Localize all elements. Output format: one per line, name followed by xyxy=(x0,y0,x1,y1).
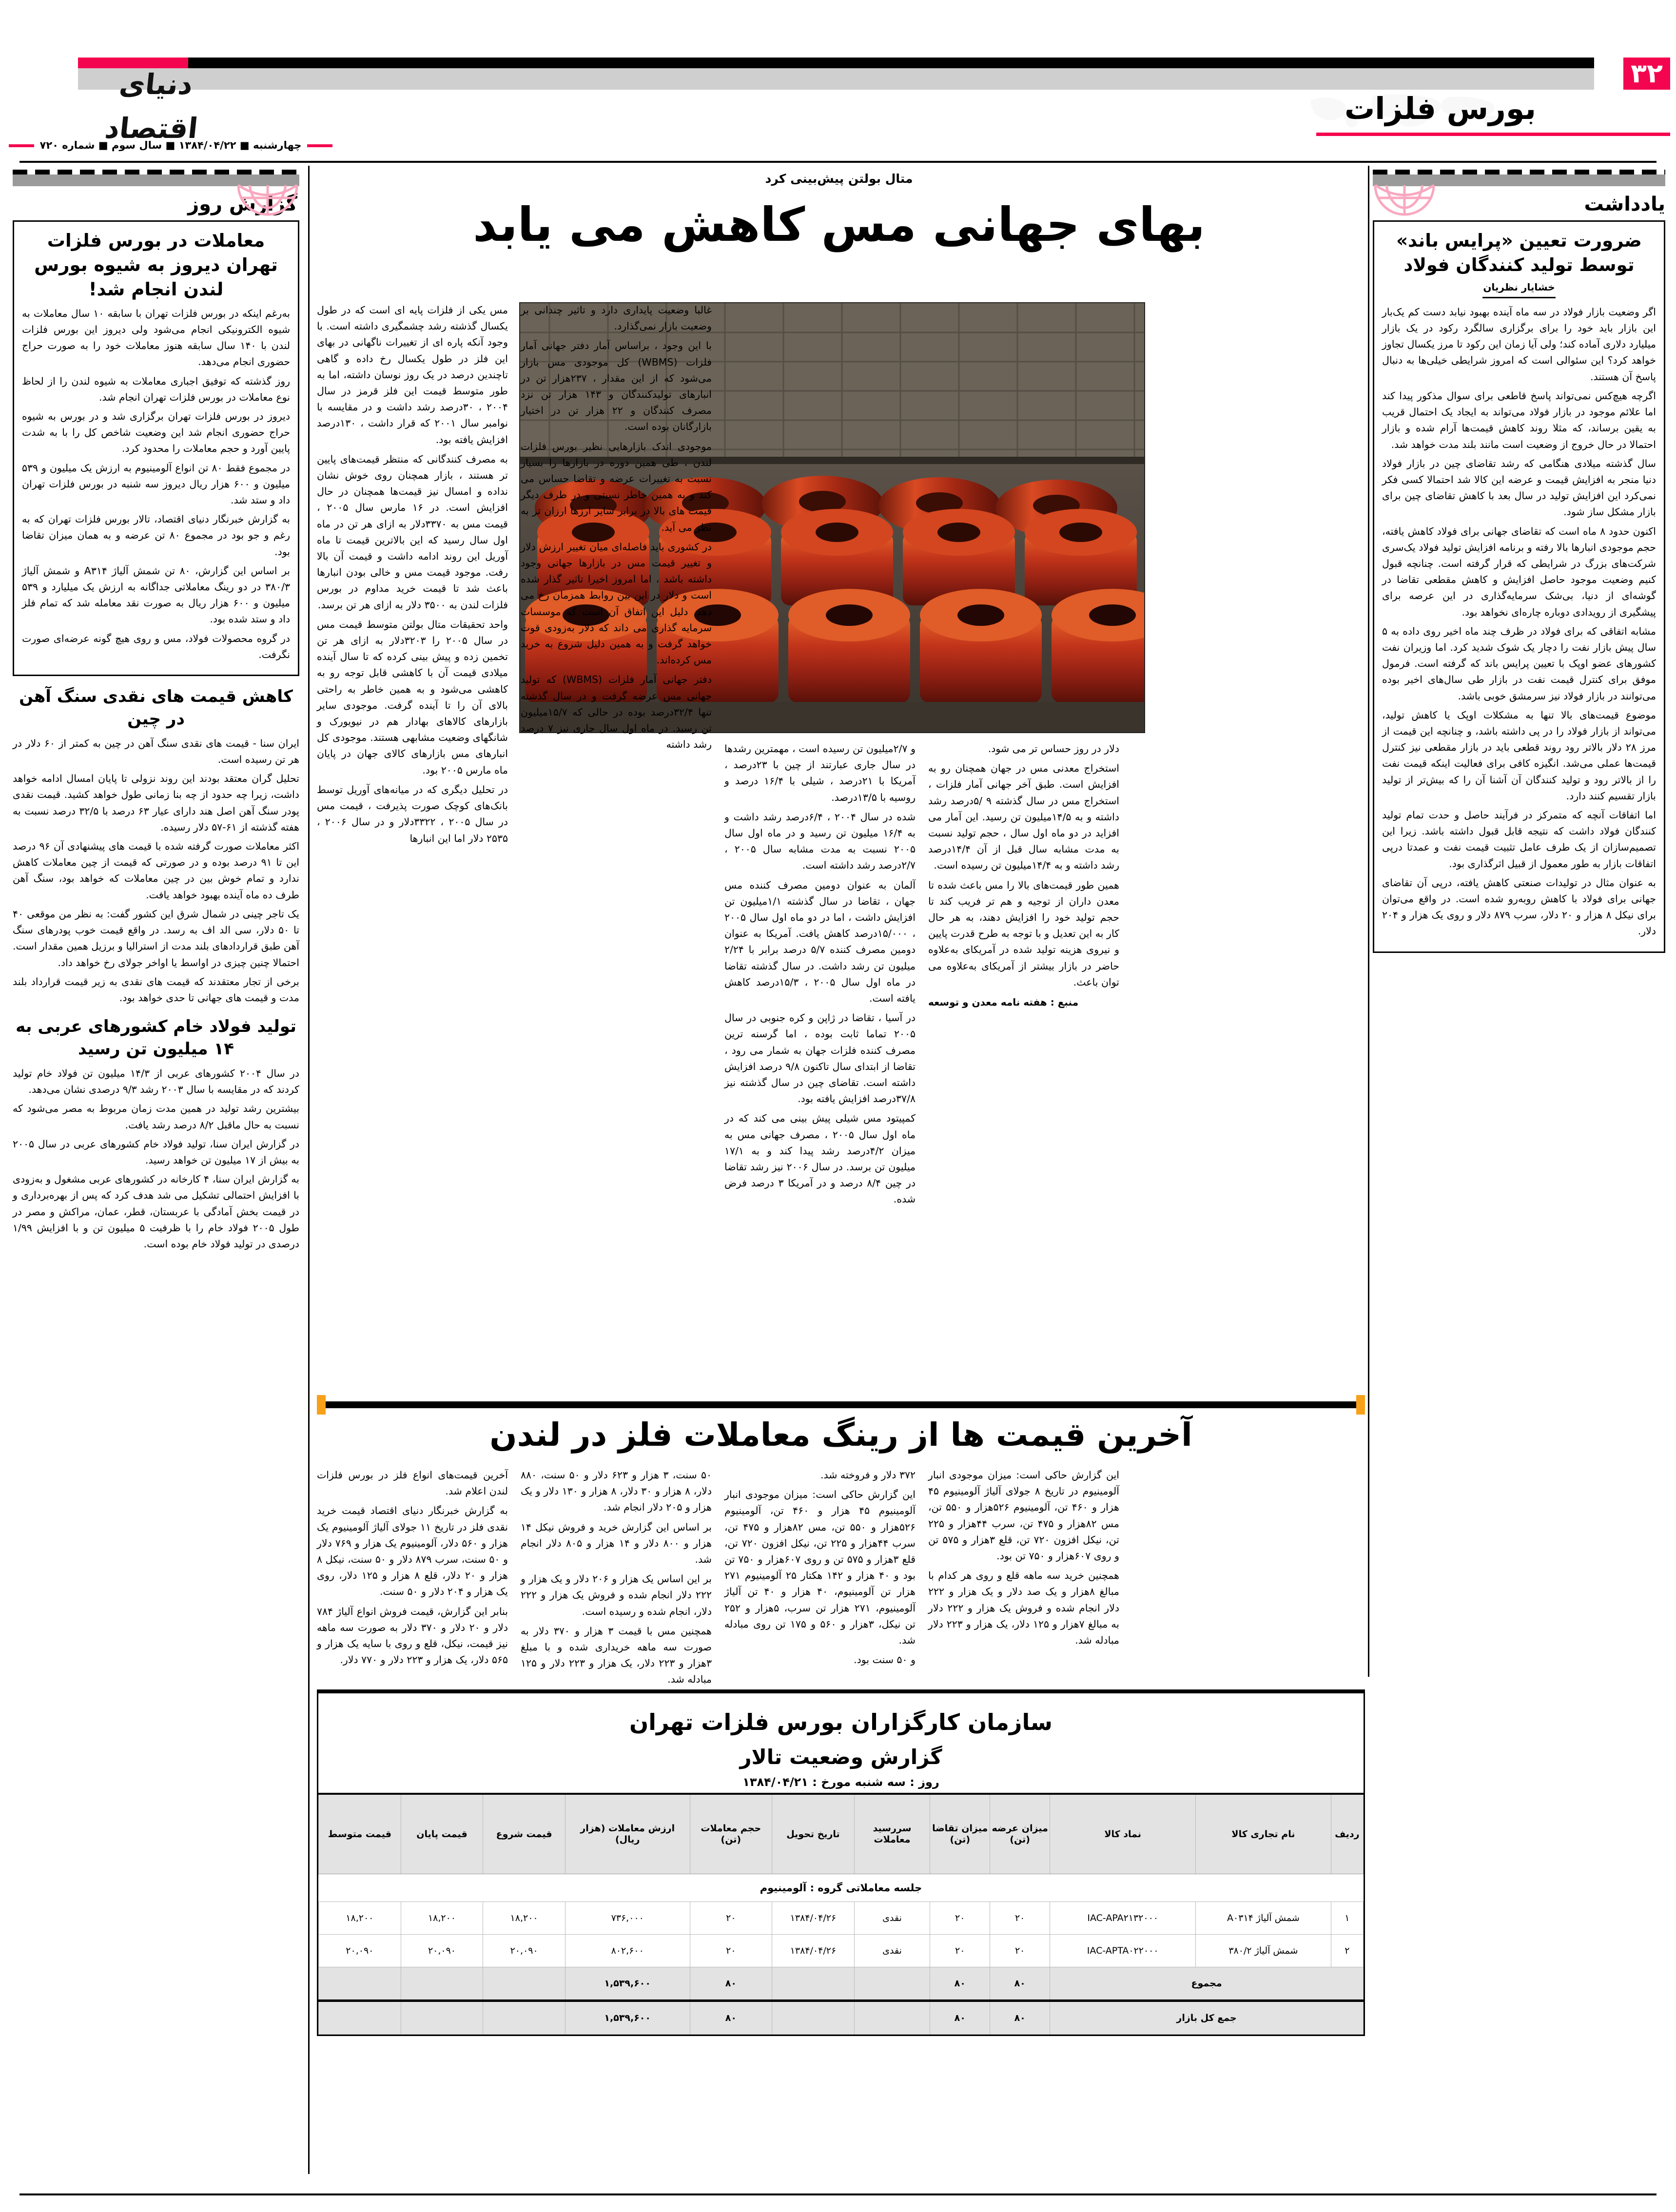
article-source: منبع : هفته نامه معدن و توسعه xyxy=(928,996,1079,1009)
note-paragraph: اکنون حدود ۸ ماه است که تقاضای جهانی برای فولاد کاهش یافته، حجم موجودی انبارها بالا رفته و برنامه افزایش تولید فولاد یک‌سری شرکت‌های بزرگ در شرایطی که قرار گرفته است. چنانچه قبول کنیم وضعیت موجود حاصل افزایش و کاهش مقطعی تقاضا در گوشه‌ای از دنیا، بی‌شک سرمایه‌گذاری در این عرصه برای پیشگیری از رویدادی دوباره چاره‌ای نخواهد بود. xyxy=(1382,525,1656,618)
th-symbol: نماد کالا xyxy=(1050,1794,1196,1874)
table-summary-row xyxy=(319,1967,1364,2001)
summary-delivery-blank xyxy=(772,1967,855,2001)
cell-open-price: ۱۸,۲۰۰ xyxy=(483,1902,565,1935)
article-paragraph: در کشوری باید فاصله‌ای میان تغییر ارزش دلار و تغییر قیمت مس در بازارها جهانی وجود داشته باشد ، اما امروز اخیرا تاثیر گذار شده است و دلار در این بین روابط همزمان رخ می دهد. دلیل این اتفاق آن است که موسسات سرمایه گذاری می داند که دلار به‌زودی قوت خواهد گرفت و به همین دلیل شروع به خرید مس کرده‌اند. xyxy=(521,541,712,666)
table-top-rule xyxy=(317,1689,1365,1693)
london-section-columns xyxy=(317,1467,1365,1691)
article-paragraph: شده در سال ۲۰۰۴ ، ۶/۴درصد رشد داشت و به ۱۶/۴ میلیون تن رسید و در ماه اول سال ۲۰۰۵ نسبت به مدت مشابه سال ۲۰۰۵ ، ۲/۷درصد رشد داشته است. xyxy=(724,811,916,872)
cell-maturity: نقدی xyxy=(854,1935,930,1967)
daily-report-box xyxy=(13,220,299,676)
article-paragraph: دفتر جهانی آمار فلزات (WBMS) که تولید جهانی مس عرضه گرفت و در سال گذشته تنها ۳۲/۴درصد بوده در حالی که ۱۵/۷میلیون تن رسید. در ماه اول سال جاری نیز ۷ درصد رشد داشته xyxy=(521,674,712,751)
london-paragraph: همچنین خرید سه ماهه قلع و روی هر کدام با مبالغ ۸هزار و یک صد دلار و یک هزار و ۲۲۲ دلار انجام شده و فروش یک هزار و ۲۲۲ دلار به مبالغ ۷هزار و ۱۲۵ دلار، یک هزار و ۲۲۳ دلار مبادله شد. xyxy=(928,1570,1119,1647)
sidebar-kicker: یادداشت xyxy=(1584,193,1665,215)
masthead-black-bar xyxy=(78,58,1594,68)
cell-symbol: IAC-APTA۰۲۲۰۰۰ xyxy=(1050,1935,1196,1967)
bottom-divider xyxy=(19,2193,1657,2195)
london-paragraph: آخرین قیمت‌های انواع فلز در بورس فلزات لندن اعلام شد. xyxy=(317,1469,508,1497)
story3-paragraph: بیشترین رشد تولید در همین مدت زمان مربوط به مصر می‌شود که نسبت به حال ماقبل ۸/۲ درصد رشد یافت. xyxy=(13,1103,299,1131)
table-group-row xyxy=(319,1874,1364,1902)
grand-total-maturity-blank xyxy=(854,2001,930,2035)
th-open-price: قیمت شروع xyxy=(483,1794,565,1874)
masthead-grey-bar xyxy=(78,68,1594,90)
masthead xyxy=(0,0,1676,151)
th-delivery-date: تاریخ تحویل xyxy=(772,1794,855,1874)
table-grand-total-row xyxy=(319,2001,1364,2035)
story1-paragraph: روز گذشته که توفیق اجباری معاملات به شیوه لندن را از لحاظ نوع معاملات در بورس فلزات تهران انجام شد. xyxy=(22,375,290,403)
article-paragraph: دلار در روز حساس تر می شود. xyxy=(988,743,1119,755)
note-byline: خشایار نظریان xyxy=(1483,281,1555,293)
article-paragraph: مس یکی از فلزات پایه ای است که در طول یکسال گذشته رشد چشمگیری داشته است. با وجود آنکه پاره ای از تغییرات ناگهانی در بهای این فلز در طول یکسال رخ داده و گاهی تاچندین درصد در یک روز نوسان داشته، اما به طور متوسط قیمت این فلز قرمز در سال ۲۰۰۴ ، ۳۰درصد رشد داشت و در مقایسه با نوامبر سال ۲۰۰۱ که قرار داشت ، ۱۳۰درصد افزایش یافته بود. xyxy=(317,304,508,446)
th-volume: حجم معاملات (تن) xyxy=(690,1794,772,1874)
london-paragraph: و ۵۰ سنت بود. xyxy=(854,1654,916,1666)
summary-value: ۱,۵۳۹,۶۰۰ xyxy=(565,1967,690,2001)
story2-headline: کاهش قیمت های نقدی سنگ آهن در چین xyxy=(19,687,293,729)
summary-supply: ۸۰ xyxy=(990,1967,1050,2001)
london-paragraph: ۳۷۲ دلار و فروخته شد. xyxy=(820,1469,916,1481)
london-paragraph: ۵۰ سنت، ۳ هزار و ۶۲۳ دلار و ۵۰ سنت، ۸۸۰ دلار، ۸ هزار و ۳۰ دلار، ۸ هزار و ۱۳۰ دلار و یک هزار و ۲۰۵ دلار انجام شد. xyxy=(521,1469,712,1513)
cell-volume: ۲۰ xyxy=(690,1935,772,1967)
london-paragraph: بر این اساس یک هزار و ۲۰۶ دلار و یک هزار و ۲۲۲ دلار انجام شده و فروش یک هزار و ۲۲۲ دلار، انجام شده و رسیده است. xyxy=(521,1573,712,1617)
london-column xyxy=(521,1467,712,1691)
th-demand: میزان تقاضا (تن) xyxy=(930,1794,990,1874)
note-paragraph: سال گذشته میلادی هنگامی که رشد تقاضای چین در بازار فولاد دنیا منجر به افزایش قیمت و عرضه این کالا شد احتمالا کسی فکر نمی‌کرد این افزایش تولید در سال بعد با کاهش تقاضای چین برای بازار مشکل ساز شود. xyxy=(1382,457,1656,518)
summary-demand: ۸۰ xyxy=(930,1967,990,2001)
article-body-columns xyxy=(317,302,1365,1211)
right-column-rule xyxy=(1368,166,1369,1677)
london-paragraph: این گزارش حاکی است: میزان موجودی انبار آلومینیوم ۴۵ هزار و ۴۶۰ تن، آلومینیوم ۵۲۶هزار و ۵۵۰ تن، مس ۸۲هزار و ۴۷۵ تن، سرب ۴۴هزار و ۲۲۵ تن، نیکل افزون ۷۲۰ تن، قلع ۳هزار و ۵۷۵ تن و روی ۶۰۷هزار و ۷۵۰ تن بود و ۴۰ هزار و ۱۴۲ هکتار ۲۵ آلومینیوم ۲۷۱ هزار تن آلومینیوم، ۴۰ هزار و ۴۰ تن آلیاژ آلومینیوم، ۲۷۱ هزار تن سرب، ۵هزار و ۲۵۲ تن نیکل، ۳هزار و ۵۶۰ و ۱۷۵ تن روی مبادله شد. xyxy=(724,1489,916,1647)
grand-total-demand: ۸۰ xyxy=(930,2001,990,2035)
london-section-title: آخرین قیمت ها از رینگ معاملات فلز در لندن xyxy=(489,1416,1192,1454)
article-paragraph: در آسیا ، تقاضا در ژاپن و کره جنوبی در سال ۲۰۰۵ تماما ثابت بوده ، اما گرسنه ترین مصرف کننده فلزات جهان به شمار می رود ، تقاضا از ابتدای سال تاکنون ۹/۸ درصد افزایش داشته است. تقاضای چین در سال گذشته نیز ۳۷/۸درصد افزایش یافته بود. xyxy=(724,1012,916,1105)
story3-paragraph: به گزارش ایران سنا، ۴ کارخانه در کشورهای عربی مشغول و به‌زودی با افزایش احتمالی تشکیل می شد هدف کرد که پس از بهره‌برداری و در قیمت بخش آمادگی با عربستان، قطر، عمان، مراکش و مصر در طول ۲۰۰۵ فولاد خام را با ظرفیت ۵ میلیون تن و با افزایش ۱/۹۹ درصدی در تولید فولاد خام بوده است. xyxy=(13,1173,299,1250)
group-label: جلسه معاملاتی گروه : آلومینیوم xyxy=(319,1874,1364,1902)
story3-paragraph: در گزارش ایران سنا، تولید فولاد خام کشورهای عربی در سال ۲۰۰۵ به بیش از ۱۷ میلیون تن خواهد رسید. xyxy=(13,1138,299,1166)
london-paragraph: به گزارش خبرنگار دنیای اقتصاد قیمت خرید نقدی فلز در تاریخ ۱۱ جولای آلیاژ آلومینیوم یک هزار و ۵۶۰ دلار، آلومینیوم یک هزار و ۷۶۹ دلار و ۵۰ سنت، سرب ۸۷۹ دلار و ۵۰ سنت، نیکل ۸ هزار و ۲۰ دلار، قلع ۸ هزار و ۱۲۵ دلار، روی یک هزار و ۲۰۴ دلار و ۵۰ سنت. xyxy=(317,1505,508,1598)
cell-supply: ۲۰ xyxy=(990,1935,1050,1967)
cell-product-name: شمش آلیاژ A۰۳۱۴ xyxy=(1196,1902,1331,1935)
article-paragraph: واحد تحقیقات متال بولتن متوسط قیمت مس در سال ۲۰۰۵ را ۳۲۰۳دلار به ازای هر تن تخمین زده و پیش بینی کرده که تا سال آینده میلادی قیمت آن با کاهشی قابل توجه رو به کاهشی می‌شود و به همین خاطر به راحتی بالای آن را تا آینده گرفت. موجودی سایر بازارهای کالاهای بهادار هم در نیویورک و شانگهای وضعیت مشابهی هستند. موجودی کل انبارهای مس بازارهای کالای جهان در پایان ماه مارس ۲۰۰۵ بود. xyxy=(317,618,508,776)
grand-total-volume: ۸۰ xyxy=(690,2001,772,2035)
article-paragraph: استخراج معدنی مس در جهان همچنان رو به افزایش است. طبق آخر جهانی آمار فلزات ، استخراج مس در سال گذشته ۹ /۵درصد رشد داشته و به ۱۴/۵میلیون تن رسید. این آمار می افزاید در دو ماه اول سال ، حجم تولید نسبت به مدت مشابه سال قبل از آن ۱۴/۴درصد رشد داشته و به ۱۴/۴میلیون تن رسیده است. xyxy=(928,762,1119,872)
london-column xyxy=(317,1467,508,1691)
cell-delivery-date: ۱۳۸۴/۰۴/۲۶ xyxy=(772,1935,855,1967)
left-sidebar xyxy=(13,170,299,1255)
story2-paragraph: تحلیل گران معتقد بودند این روند نزولی تا پایان امسال ادامه خواهد داشت، زیرا چه حدود از چه بنا زمانی طول خواهد کشید. قیمت نقدی پودر سنگ آهن اصل هند دارای عیار ۶۳ درصد با ۳۲/۵ درصد نسبت به هفته گذشته از ۶۱-۵۷ دلار رسیده. xyxy=(13,773,299,833)
article-paragraph: آلمان به عنوان دومین مصرف کننده مس جهان ، تقاضا در سال گذشته ۱/۱میلیون تن افزایش داشت ، اما در دو ماه اول سال ۲۰۰۵ ، ۱۵/۰۰۰درصد کاهش یافت. آمریکا به عنوان دومین مصرف کننده ۵/۷ درصد برابر با ۲/۲۴ میلیون تن رشد داشت. در سال گذشته تقاضا در ماه اول سال ۲۰۰۵ ، ۱۵/۳درصد کاهش یافته است. xyxy=(724,879,916,1005)
story3-headline: تولید فولاد خام کشورهای عربی به ۱۴ میلیون تن رسید xyxy=(16,1017,296,1059)
left-column-rule xyxy=(308,166,310,2174)
note-paragraph: مشابه اتفاقی که برای فولاد در ظرف چند ماه اخیر روی داده به ۵ سال پیش بازار نفت را دچار یک شوک شدید کرد. اما وزیران نفت کشورهای عضو اوپک با تعیین پرایس باند که گرفته است. فرمول موفق برای کنترل قیمت نفت در بازار طی سال‌های اخیر بوده می‌توانند در بازار فولاد نیز سرمشق خوبی باشد. xyxy=(1382,625,1656,702)
cell-open-price: ۲۰,۰۹۰ xyxy=(483,1935,565,1967)
article-paragraph: غالبا وضعیت پایداری دارد و تاثیر چندانی بر وضعیت بازار نمی‌گذارد. xyxy=(521,304,712,332)
orange-square-right-icon xyxy=(317,1395,326,1415)
cell-demand: ۲۰ xyxy=(930,1935,990,1967)
title-pink-rule xyxy=(1316,133,1670,136)
grand-total-avg-blank xyxy=(319,2001,401,2035)
story1-paragraph: در گروه محصولات فولاد، مس و روی هیچ گونه عرضه‌ای صورت نگرفت. xyxy=(22,632,290,660)
article-column xyxy=(724,302,916,1211)
summary-open-blank xyxy=(483,1967,565,2001)
story1-headline: معاملات در بورس فلزات تهران دیروز به شیوه بورس لندن انجام شد! xyxy=(34,230,278,300)
summary-maturity-blank xyxy=(854,1967,930,2001)
article-paragraph: با این وجود ، براساس آمار دفتر جهانی آمار فلزات (WBMS) کل موجودی مس بازار می‌شود که از این مقدار ، ۲۳۷هزار تن در انبارهای تولیدکنندگان و ۱۴۳ هزار تن نزد مصرف کنندگان و ۲۲ هزار تن در اختیار بازارگانان بوده است. xyxy=(521,340,712,433)
note-paragraph: اگرچه هیچ‌کس نمی‌تواند پاسخ قاطعی برای سوال مذکور پیدا کند اما علائم موجود در بازار فولاد می‌تواند به ایجاد یک احتمال قریب به یقین برساند، که مثلا روند کاهش قیمت‌ها آرام شده و بازار احتمالا در حال خروج از وضعیت است مانند بلند مدت خواهد شد. xyxy=(1382,389,1656,450)
note-headline: ضرورت تعیین «پرایس باند» توسط تولید کنندگان فولاد xyxy=(1396,230,1642,275)
cell-avg-price: ۲۰,۰۹۰ xyxy=(319,1935,401,1967)
cell-close-price: ۱۸,۲۰۰ xyxy=(401,1902,483,1935)
article-column xyxy=(521,302,712,1211)
th-close-price: قیمت پایان xyxy=(401,1794,483,1874)
article-headline: بهای جهانی مس کاهش می یابد xyxy=(473,197,1205,252)
cell-close-price: ۲۰,۰۹۰ xyxy=(401,1935,483,1967)
sidebar-dashed-rule xyxy=(1373,170,1665,175)
table-header-row xyxy=(319,1794,1364,1874)
th-value: ارزش معاملات (هزار ریال) xyxy=(565,1794,690,1874)
cell-row-no: ۱ xyxy=(1331,1902,1363,1935)
th-supply: میزان عرضه (تن) xyxy=(990,1794,1050,1874)
section-rule xyxy=(326,1401,1356,1408)
th-product-name: نام تجاری کالا xyxy=(1196,1794,1331,1874)
cell-avg-price: ۱۸,۲۰۰ xyxy=(319,1902,401,1935)
cell-maturity: نقدی xyxy=(854,1902,930,1935)
grand-total-delivery-blank xyxy=(772,2001,855,2035)
grand-total-value: ۱,۵۳۹,۶۰۰ xyxy=(565,2001,690,2035)
table-title-org: سازمان کارگزاران بورس فلزات تهران xyxy=(629,1709,1053,1735)
london-paragraph: همچنین مس با قیمت ۳ هزار و ۳۷۰ دلار به صورت سه ماهه خریداری شده و با مبلغ ۳هزار و ۲۲۳ دلار، یک هزار و ۲۲۳ دلار و ۱۲۵ مبادله شد. xyxy=(521,1625,712,1686)
london-column xyxy=(928,1467,1119,1691)
summary-label: مجموع xyxy=(1050,1967,1364,2001)
article-column xyxy=(928,302,1119,1211)
cell-product-name: شمش آلیاژ ۳۸۰/۲ xyxy=(1196,1935,1331,1967)
main-article xyxy=(317,172,1361,252)
note-paragraph: اما اتفاقات آنچه که متمرکز در فرآیند حاصل و حدت تمام تولید کنندگان فولاد داشت که نتیجه قابل قبول داشته باشد. زیرا این تصمیم‌سازان از یک طرف عامل تثبیت قیمت نفت و عمدتا درپی اتفاقات بازار به طور معمول از قبیل اثرگذاری بود. xyxy=(1382,809,1656,870)
article-column xyxy=(317,302,508,1211)
london-paragraph: این گزارش حاکی است: میزان موجودی انبار آلومینیوم در تاریخ ۸ جولای آلیاژ آلومینیوم ۴۵ هزار و ۴۶۰ تن، آلومینیوم ۵۲۶هزار و ۵۵۰ تن، مس ۸۲هزار و ۴۷۵ تن، سرب ۴۴هزار و ۲۲۵ تن، نیکل افزون ۷۲۰ تن، قلع ۳هزار و ۵۷۵ تن و روی ۶۰۷هزار و ۷۵۰ تن بود. xyxy=(928,1469,1119,1562)
london-paragraph: بنابر این گزارش، قیمت فروش انواع آلیاژ ۷۸۴ دلار و ۲۰ دلار و ۳۷۰ دلار به صورت سه ماهه نیز قیمت، نیکل، قلع و روی با سایه یک هزار و ۵۶۵ دلار، یک هزار و ۲۲۳ دلار و ۷۷۰ دلار. xyxy=(317,1605,508,1666)
cell-supply: ۲۰ xyxy=(990,1902,1050,1935)
note-paragraph: اگر وضعیت بازار فولاد در سه ماه آینده بهبود نیابد دست کم یک‌بار این بازار باید خود را برای برگزاری سالگرد رکود در یک بازار میلیارد دلاری آماده کند؛ ولی آیا زمان این رکود تا مرز یکسال تجاوز خواهد کرد؟ این سئوالی است که امروز شرایطی خیلی‌ها به دنبال پاسخ آن هستند. xyxy=(1382,306,1656,383)
summary-avg-blank xyxy=(319,1967,401,2001)
story1-paragraph: به گزارش خبرنگار دنیای اقتصاد، تالار بورس فلزات تهران که به رغم و جو بود در مجموع ۸۰ تن عرضه و به همان میزان تقاضا بود. xyxy=(22,513,290,558)
page-title: بورس فلزات xyxy=(1345,91,1537,126)
article-paragraph: و ۲/۷میلیون تن رسیده است ، مهمترین رشدها در سال جاری عبارتند از چین با ۲۳درصد ، آمریکا با ۲۱درصد ، شیلی با ۱۶/۴ درصد و روسیه با ۱۳/۵درصد. xyxy=(724,743,916,803)
article-paragraph: در تحلیل دیگری که در میانه‌های آوریل توسط بانک‌های کوچک صورت پذیرفت ، قیمت مس در سال ۲۰۰۵ ، ۳۳۲۲دلار و در سال ۲۰۰۶ ، ۲۵۳۵ دلار اما این انبارها xyxy=(317,783,508,844)
story1-paragraph: به‌رغم اینکه در بورس فلزات تهران با سابقه ۱۰ سال معاملات به شیوه الکترونیکی انجام می‌شود ولی دیروز این بورس فلزات لندن با ۱۴۰ سال سابقه هنوز معاملات خود را به صورت حراج حضوری انجام می‌دهد. xyxy=(22,307,291,368)
cell-symbol: IAC-APA۲۱۳۲۰۰۰ xyxy=(1050,1902,1196,1935)
story2-paragraph: برخی از تجار معتقدند که قیمت های نقدی به زیر قیمت قرارداد بلند مدت و قیمت های جهانی تا حدی خواهد بود. xyxy=(13,975,299,1004)
th-row-no: ردیف xyxy=(1331,1794,1363,1874)
article-paragraph: موجودی اندک بازارهایی نظیر بورس فلزات لندن ، طی همین دوره در بازارها را بسیار نسبت به تغییرات عرضه و تقاضا حساس می کند و به همین خاطر نسبتی و در طرف دیگر قیمت های بالا در برابر سایر ارزها ارزان تر به نظر می آید. xyxy=(521,440,712,533)
note-article-box xyxy=(1373,220,1665,953)
exchange-table xyxy=(318,1793,1364,2035)
story1-paragraph: در مجموع فقط ۸۰ تن انواع آلومینیوم به ارزش یک میلیون و ۵۳۹ میلیون و ۶۰۰ هزار ریال دیروز سه شنبه در بورس فلزات تهران داد و ستد شد. xyxy=(22,462,291,506)
article-paragraph: به مصرف کنندگانی که منتظر قیمت‌های پایین تر هستند ، بازار همچنان روی خوش نشان نداده و امسال نیز قیمت‌ها همچنان در حال افزایش است. در ۱۶ مارس سال ۲۰۰۵ ، قیمت مس به ۳۳۷۰دلار به ازای هر تن در ماه اول سال رسید که این بالاترین قیمت تا ماه آوریل این روند ادامه داشت و قیمت آن بالا رفت. موجود قیمت مس و خالی بودن انبارها باعث شد تا قیمت خرید مداوم در بورس فلزات لندن به ۳۵۰۰ دلار به ازای هر تن برسد. xyxy=(317,453,508,611)
story2-paragraph: ایران سنا - قیمت های نقدی سنگ آهن در چین به کمتر از ۶۰ دلار در هر تن رسیده است. xyxy=(13,737,299,766)
cell-value: ۸۰۲,۶۰۰ xyxy=(565,1935,690,1967)
right-sidebar xyxy=(1373,170,1665,953)
globe-icon xyxy=(1373,184,1436,220)
story3-paragraph: در سال ۲۰۰۴ کشورهای عربی از ۱۴/۳ میلیون تن فولاد خام تولید کردند که در مقایسه با سال ۲۰۰۳ رشد ۹/۳ درصدی نشان می‌دهد. xyxy=(13,1067,299,1096)
newspaper-logo: دنیای اقتصاد xyxy=(103,68,200,145)
orange-square-left-icon xyxy=(1356,1395,1365,1415)
page-number-badge: ۳۲ xyxy=(1623,58,1670,90)
sidebar-dashed-rule xyxy=(13,170,299,175)
table-date-line: روز : سه شنبه مورخ : ۱۳۸۴/۰۴/۲۱ xyxy=(742,1775,939,1789)
story2-paragraph: اکثر معاملات صورت گرفته شده با قیمت های پیشنهادی آن ۹۶ درصد این تا ۹۱ درصد بوده و در صورتی که قیمت از چین معاملات کاهش ندارد و تمام خوش بین در چین معاملات که خواهد بود، سنگ آهن طرف ده ماه آینده بهبود خواهد یافت. xyxy=(13,840,300,901)
table-title-report: گزارش وضعیت تالار xyxy=(740,1745,942,1769)
table-row xyxy=(319,1902,1364,1935)
grand-total-label: جمع کل بازار xyxy=(1050,2001,1364,2035)
article-kicker: متال بولتن پیش‌بینی کرد xyxy=(765,172,913,186)
sidebar-kicker: گزارش روز xyxy=(188,193,297,215)
table-row xyxy=(319,1935,1364,1967)
summary-volume: ۸۰ xyxy=(690,1967,772,2001)
dateline-text: چهارشنبه ■ ۱۳۸۴/۰۴/۲۲ ■ سال سوم ■ شماره ۷۲۰ xyxy=(39,139,302,151)
cell-row-no: ۲ xyxy=(1331,1935,1363,1967)
cell-volume: ۲۰ xyxy=(690,1902,772,1935)
story2-paragraph: یک تاجر چینی در شمال شرق این کشور گفت: به نظر من موقعی ۴۰ تا ۵۰ دلار، سی الد اف به رسد. در واقع قیمت خوب پودرهای سنگ آهن طبق قراردادهای بلند مدت از استرالیا و برزیل همین مقدار است. احتمالا چنین چیزی در اواسط یا اواخر جولای رخ خواهد داد. xyxy=(13,908,299,969)
note-paragraph: موضوع قیمت‌های بالا تنها به مشکلات اوپک یا کاهش تولید، می‌تواند از بازار فولاد را در پی داشته باشد، و چنانچه این قیمت از مرز ۲۸ دلار بالاتر رود روند قطعی باید در بازار مقطعی نیز کنترل قیمت‌ها عملی می‌شد. انگیزه کافی برای فعالیت اینکه قیمت نفت را از بالاتر رود و تولید کنندگان آن آشنا آن را که بیش‌تر از تولید بازار تقسیم کنند دارد. xyxy=(1382,709,1656,802)
top-divider xyxy=(19,161,1657,163)
grand-total-open-blank xyxy=(483,2001,565,2035)
london-paragraph: بر اساس این گزارش خرید و فروش نیکل ۱۴ هزار و ۸۰۰ دلار و ۱۴ هزار و ۸۰۵ دلار انجام شد. xyxy=(521,1521,712,1566)
exchange-table-block xyxy=(317,1689,1365,2036)
london-section-bar xyxy=(317,1395,1365,1415)
dateline xyxy=(0,136,341,155)
globe-icon xyxy=(236,184,299,220)
grand-total-close-blank xyxy=(401,2001,483,2035)
article-paragraph: کمپیتود مس شیلی پیش بینی می کند که در ماه اول سال ۲۰۰۵ ، مصرف جهانی مس به میزان ۴/۲درصد رشد پیدا کند و به ۱۷/۱ میلیون تن برسد. در سال ۲۰۰۶ نیز رشد تقاضا در چین ۸/۴ درصد و در آمریکا ۳ درصد فرض شده. xyxy=(724,1112,916,1205)
th-maturity: سررسید معاملات xyxy=(854,1794,930,1874)
article-paragraph: همین طور قیمت‌های بالا را مس باعث شده تا معدن داران از توجیه و هم تر فریب کند تا حجم تولید خود را افزایش دهند، به هر حال کار به این تعدیل و با توجه به طرح قدرت پایین و نیروی هزینه تولید شده در آمریکای به‌علاوه حاضر در بازار بیشتر از آمریکای به‌علاوه می توان باعث. xyxy=(928,879,1119,988)
note-paragraph: به عنوان مثال در تولیدات صنعتی کاهش یافته، درپی آن تقاضای جهانی برای فولاد با کاهش روبه‌رو شده است. در واقع می‌توان برای نیکل ۸ هزار و ۲۰ دلار، سرب ۸۷۹ دلار و روی یک هزار و ۲۰۴ دلار. xyxy=(1382,876,1657,937)
cell-demand: ۲۰ xyxy=(930,1902,990,1935)
th-avg-price: قیمت متوسط xyxy=(319,1794,401,1874)
cell-value: ۷۳۶,۰۰۰ xyxy=(565,1902,690,1935)
byline-rule xyxy=(1482,297,1556,298)
grand-total-supply: ۸۰ xyxy=(990,2001,1050,2035)
summary-close-blank xyxy=(401,1967,483,2001)
cell-delivery-date: ۱۳۸۴/۰۴/۲۶ xyxy=(772,1902,855,1935)
london-column xyxy=(724,1467,916,1691)
story1-paragraph: بر اساس این گزارش، ۸۰ تن شمش آلیاژ A۳۱۴ و شمش آلیاژ ۳۸۰/۳ در دو رینگ معاملاتی جداگانه به ارزش یک میلیارد و ۵۳۹ میلیون و ۶۰۰ هزار ریال به صورت نقد معامله شد که تمام فلز داد و ستد شده بود. xyxy=(22,564,291,625)
story1-paragraph: دیروز در بورس فلزات تهران برگزاری شد و در بورس به شیوه حراج حضوری انجام شد این وضعیت شاخص کل را با به شدت پایین آورد و حجم معاملات را محدود کرد. xyxy=(22,410,290,455)
